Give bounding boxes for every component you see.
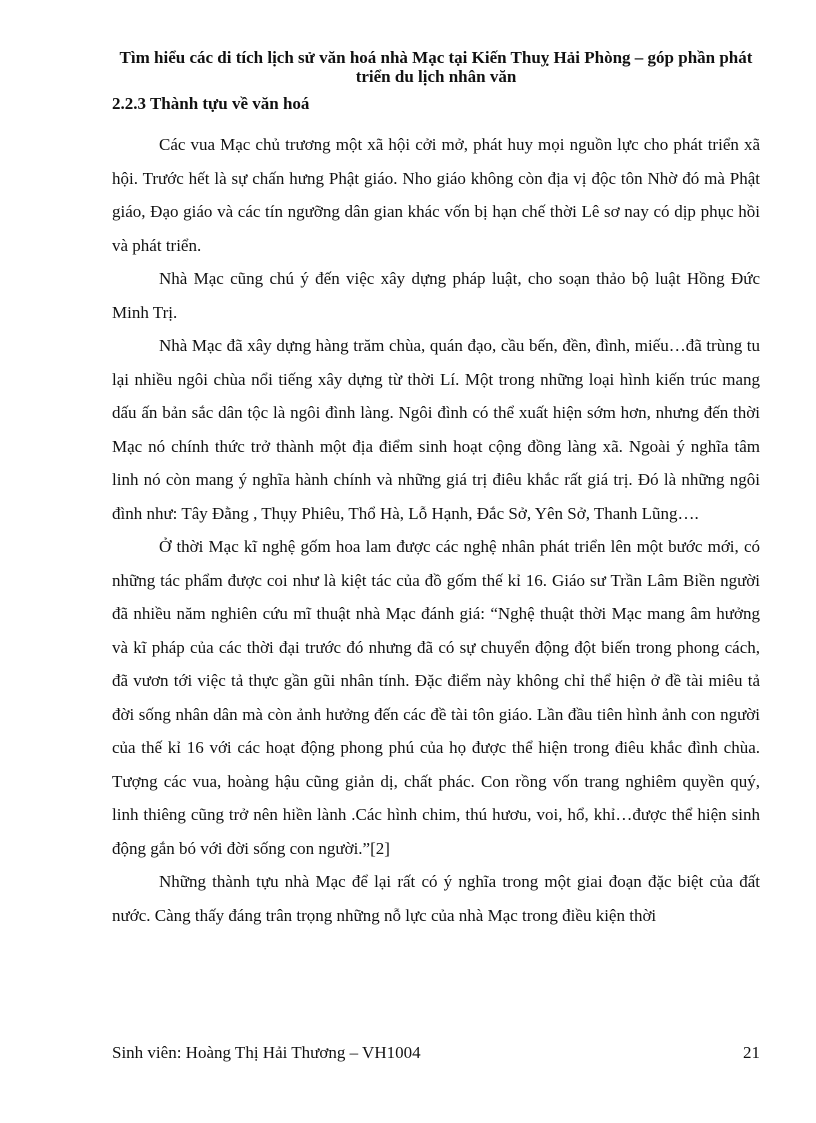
paragraph: Các vua Mạc chủ trương một xã hội cởi mở, phát huy mọi nguồn lực cho phát triển xã hội. Trước hết là sự chấn hưng Phật giáo. Nho giáo không còn địa vị độc tôn Nhờ đó mà Phật giáo, Đạo giáo và các tín ngưỡng dân gian khác vốn bị hạn chế thời Lê sơ nay có dịp phục hồi và phát triển. [112,135,760,255]
paragraph: Nhà Mạc cũng chú ý đến việc xây dựng pháp luật, cho soạn thảo bộ luật Hồng Đức Minh Trị. [112,269,760,322]
paragraph: Những thành tựu nhà Mạc để lại rất có ý nghĩa trong một giai đoạn đặc biệt của đất nước. Càng thấy đáng trân trọng những nỗ lực của nhà Mạc trong điều kiện thời [112,872,760,925]
paragraph: Nhà Mạc đã xây dựng hàng trăm chùa, quán đạo, cầu bến, đền, đình, miếu…đã trùng tu lại nhiều ngôi chùa nổi tiếng xây dựng từ thời Lí. Một trong những loại hình kiến trúc mang dấu ấn bản sắc dân tộc là ngôi đình làng. Ngôi đình có thể xuất hiện sớm hơn, nhưng đến thời Mạc nó chính thức trở thành một địa điểm sinh hoạt cộng đồng làng xã. Ngoài ý nghĩa tâm linh nó còn mang ý nghĩa hành chính và những giá trị điêu khắc rất giá trị. Đó là những ngôi đình như: Tây Đằng , Thụy Phiêu, Thổ Hà, Lỗ Hạnh, Đắc Sở, Yên Sở, Thanh Lũng…. [112,336,760,523]
body-text [112,128,760,932]
page-number: 21 [743,1043,760,1062]
footer-author: Sinh viên: Hoàng Thị Hải Thương – VH1004 [112,1043,421,1062]
page-header-title: Tìm hiểu các di tích lịch sử văn hoá nhà Mạc tại Kiến Thuỵ Hải Phòng – góp phần phát triển du lịch nhân văn [119,48,753,86]
section-heading: 2.2.3 Thành tựu về văn hoá [112,94,310,113]
paragraph: Ở thời Mạc kĩ nghệ gốm hoa lam được các nghệ nhân phát triển lên một bước mới, có những tác phẩm được coi như là kiệt tác của đồ gốm thế kỉ 16. Giáo sư Trần Lâm Biền người đã nhiều năm nghiên cứu mĩ thuật nhà Mạc đánh giá: “Nghệ thuật thời Mạc mang âm hưởng và kĩ pháp của các thời đại trước đó nhưng đã có sự chuyển động đột biến trong phong cách, đã vươn tới việc tả thực gần gũi nhân tính. Đặc điểm này không chỉ thể hiện ở đề tài miêu tả đời sống nhân dân mà còn ảnh hưởng đến các đề tài tôn giáo. Lần đầu tiên hình ảnh con người của thế kỉ 16 với các hoạt động phong phú của họ được thể hiện trong điêu khắc đình chùa. Tượng các vua, hoàng hậu cũng giản dị, chất phác. Con rồng vốn trang nghiêm quyền quý, linh thiêng cũng trở nên hiền lành .Các hình chim, thú hươu, voi, hổ, khỉ…được thể hiện sinh động gắn bó với đời sống con người.”[2] [112,537,760,858]
